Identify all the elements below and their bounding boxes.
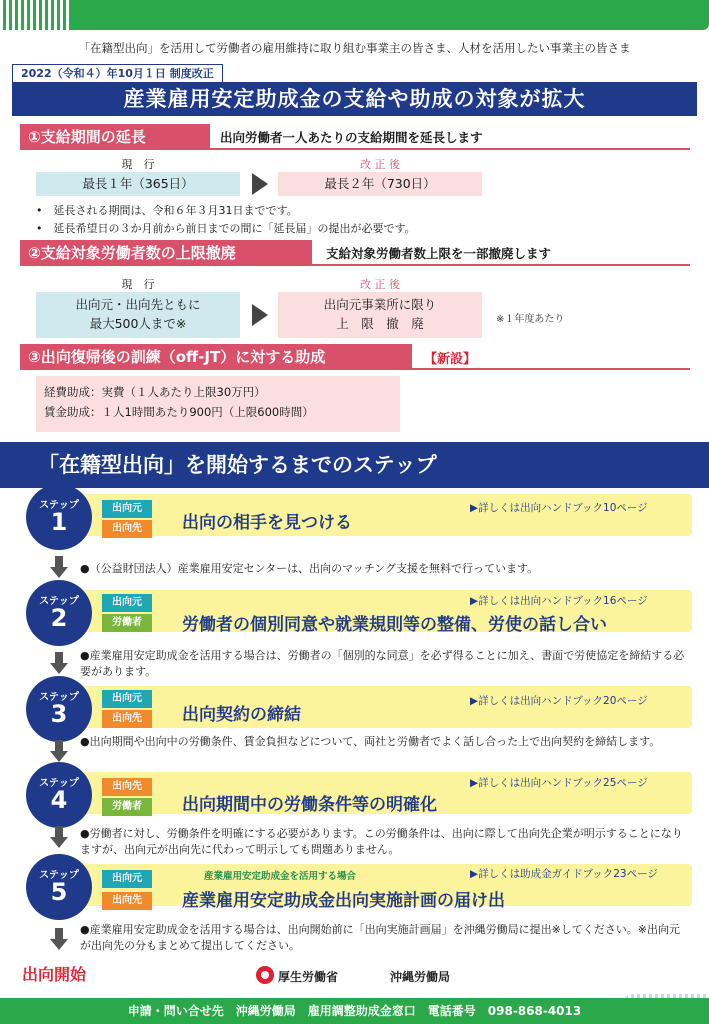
step1-tag-2: 出向先 xyxy=(102,520,152,538)
step4-ref-link[interactable]: ▶詳しくは出向ハンドブック25ページ xyxy=(470,777,648,789)
section2-rule xyxy=(312,264,690,266)
s2-current-label: 現 行 xyxy=(121,278,155,291)
s1-revised-box xyxy=(278,172,482,196)
step5-note: ●産業雇用安定助成金を活用する場合は、出向開始前に「出向実施計画届」を沖縄労働局に提出※してください。※出向元が出向先の分もまとめて提出してください。 xyxy=(80,923,681,952)
down-arrow-icon xyxy=(50,652,68,674)
section1-title: ①支給期間の延長 xyxy=(20,124,210,150)
step4-tag-2: 労働者 xyxy=(102,798,152,816)
step3-number: 3 xyxy=(50,700,68,728)
step2-ref-link[interactable]: ▶詳しくは出向ハンドブック16ページ xyxy=(470,595,648,607)
step1-ref-link[interactable]: ▶詳しくは出向ハンドブック10ページ xyxy=(470,502,648,514)
step2-tag-2: 労働者 xyxy=(102,614,152,632)
start-label: 出向開始 xyxy=(22,965,87,984)
step5-tag-1: 出向元 xyxy=(102,870,152,888)
step1-number: 1 xyxy=(50,508,68,536)
s3-wage-line: 賃金助成：１人1時間あたり900円（上限600時間） xyxy=(44,405,314,419)
steps-heading: 「在籍型出向」を開始するまでのステップ xyxy=(0,442,709,488)
step5-number: 5 xyxy=(50,878,68,906)
ministry-name: 厚生労働省 xyxy=(278,970,339,984)
s1-bullet-1: • 延長される期間は、令和６年３月31日までです。 xyxy=(36,204,298,217)
section3-title: ③出向復帰後の訓練（off-JT）に対する助成 xyxy=(20,344,412,370)
contact-footer: 申請・問い合せ先 沖縄労働局 雇用調整助成金窓口 電話番号 098-868-4013 xyxy=(0,998,709,1024)
top-banner-stripes xyxy=(0,0,70,30)
section2-desc: 支給対象労働者数上限を一部撤廃します xyxy=(326,246,552,261)
step5-label: ステップ xyxy=(39,870,79,881)
step2-tag-1: 出向元 xyxy=(102,594,152,612)
step3-note: ●出向期間や出向中の労働条件、賃金負担などについて、両社と労働者でよく話し合った上で出向契約を締結します。 xyxy=(80,735,661,748)
s2-revised-box xyxy=(278,292,482,338)
step2-note: ●産業雇用安定助成金を活用する場合は、労働者の「個別的な同意」を必ず得ることに加え、書面で労使協定を締結する必要があります。 xyxy=(80,649,685,678)
s1-current-box xyxy=(36,172,240,196)
step4-note: ●労働者に対し、労働条件を明確にする必要があります。この労働条件は、出向に際して出向先企業が明示することになりますが、出向元が出向先に代わって明示しても問題ありません。 xyxy=(80,827,683,856)
step2-number: 2 xyxy=(50,604,68,632)
bureau-name: 沖縄労働局 xyxy=(390,970,451,984)
audience-subtitle: 「在籍型出向」を活用して労働者の雇用維持に取り組む事業主の皆さま、人材を活用したい事業主の皆さま xyxy=(78,41,631,55)
step1-title: 出向の相手を見つける xyxy=(182,513,352,533)
s1-current-value: 最長１年（365日） xyxy=(82,175,194,191)
step4-title: 出向期間中の労働条件等の明確化 xyxy=(182,795,437,815)
section1-desc: 出向労働者一人あたりの支給期間を延長します xyxy=(220,130,483,145)
step5-ref-link[interactable]: ▶詳しくは助成金ガイドブック23ページ xyxy=(470,868,658,880)
s2-current-line-1: 出向元・出向先ともに xyxy=(75,297,201,313)
ministry-logo-icon xyxy=(256,966,274,984)
s1-revised-label: 改 正 後 xyxy=(360,158,400,171)
s2-revised-line-1: 出向元事業所に限り xyxy=(323,297,437,313)
new-badge: 【新設】 xyxy=(424,352,477,367)
step3-tag-1: 出向元 xyxy=(102,690,152,708)
step3-badge xyxy=(26,676,92,742)
arrow-right-icon xyxy=(252,173,268,195)
s1-revised-value: 最長２年（730日） xyxy=(324,175,436,191)
step4-badge xyxy=(26,762,92,828)
step1-note: ●（公益財団法人）産業雇用安定センターは、出向のマッチング支援を無料で行っています。 xyxy=(80,562,539,575)
step1-tag-1: 出向元 xyxy=(102,500,152,518)
step4-number: 4 xyxy=(50,786,68,814)
s2-revised-label: 改 正 後 xyxy=(360,278,400,291)
step3-label: ステップ xyxy=(39,692,79,703)
step4-tag-1: 出向先 xyxy=(102,778,152,796)
step1-badge xyxy=(26,484,92,550)
page-title: 産業雇用安定助成金の支給や助成の対象が拡大 xyxy=(12,82,697,116)
step5-sub-label: 産業雇用安定助成金を活用する場合 xyxy=(204,871,357,882)
step5-badge xyxy=(26,854,92,920)
s3-cost-box xyxy=(36,376,400,432)
s2-current-line-2: 最大500人まで※ xyxy=(89,316,187,331)
step2-label: ステップ xyxy=(39,596,79,607)
step5-tag-2: 出向先 xyxy=(102,892,152,910)
down-arrow-icon xyxy=(50,740,68,762)
step3-ref-link[interactable]: ▶詳しくは出向ハンドブック20ページ xyxy=(470,695,648,707)
s2-note: ※１年度あたり xyxy=(496,314,565,325)
s1-bullet-2: • 延長希望日の３か月前から前日までの間に「延長届」の提出が必要です。 xyxy=(36,222,416,235)
step2-title: 労働者の個別同意や就業規則等の整備、労使の話し合い xyxy=(182,615,607,635)
revision-date: 2022（令和４）年10月１日 制度改正 xyxy=(12,64,223,82)
s1-current-label: 現 行 xyxy=(121,158,155,171)
step5-title: 産業雇用安定助成金出向実施計画の届け出 xyxy=(182,891,505,911)
section1-rule xyxy=(210,148,690,150)
step2-badge xyxy=(26,580,92,646)
down-arrow-icon xyxy=(50,928,68,950)
step1-label: ステップ xyxy=(39,500,79,511)
top-banner xyxy=(0,0,709,30)
step3-title: 出向契約の締結 xyxy=(182,705,301,725)
s2-revised-line-2: 上 限 撤 廃 xyxy=(336,316,424,331)
s3-expense-line: 経費助成：実費（１人あたり上限30万円） xyxy=(44,385,266,399)
arrow-right-icon xyxy=(252,304,268,326)
s2-current-box xyxy=(36,292,240,338)
down-arrow-icon xyxy=(50,826,68,848)
step3-tag-2: 出向先 xyxy=(102,710,152,728)
down-arrow-icon xyxy=(50,556,68,578)
section2-title: ②支給対象労働者数の上限撤廃 xyxy=(20,240,312,266)
section3-rule xyxy=(412,368,690,370)
step4-label: ステップ xyxy=(39,778,79,789)
